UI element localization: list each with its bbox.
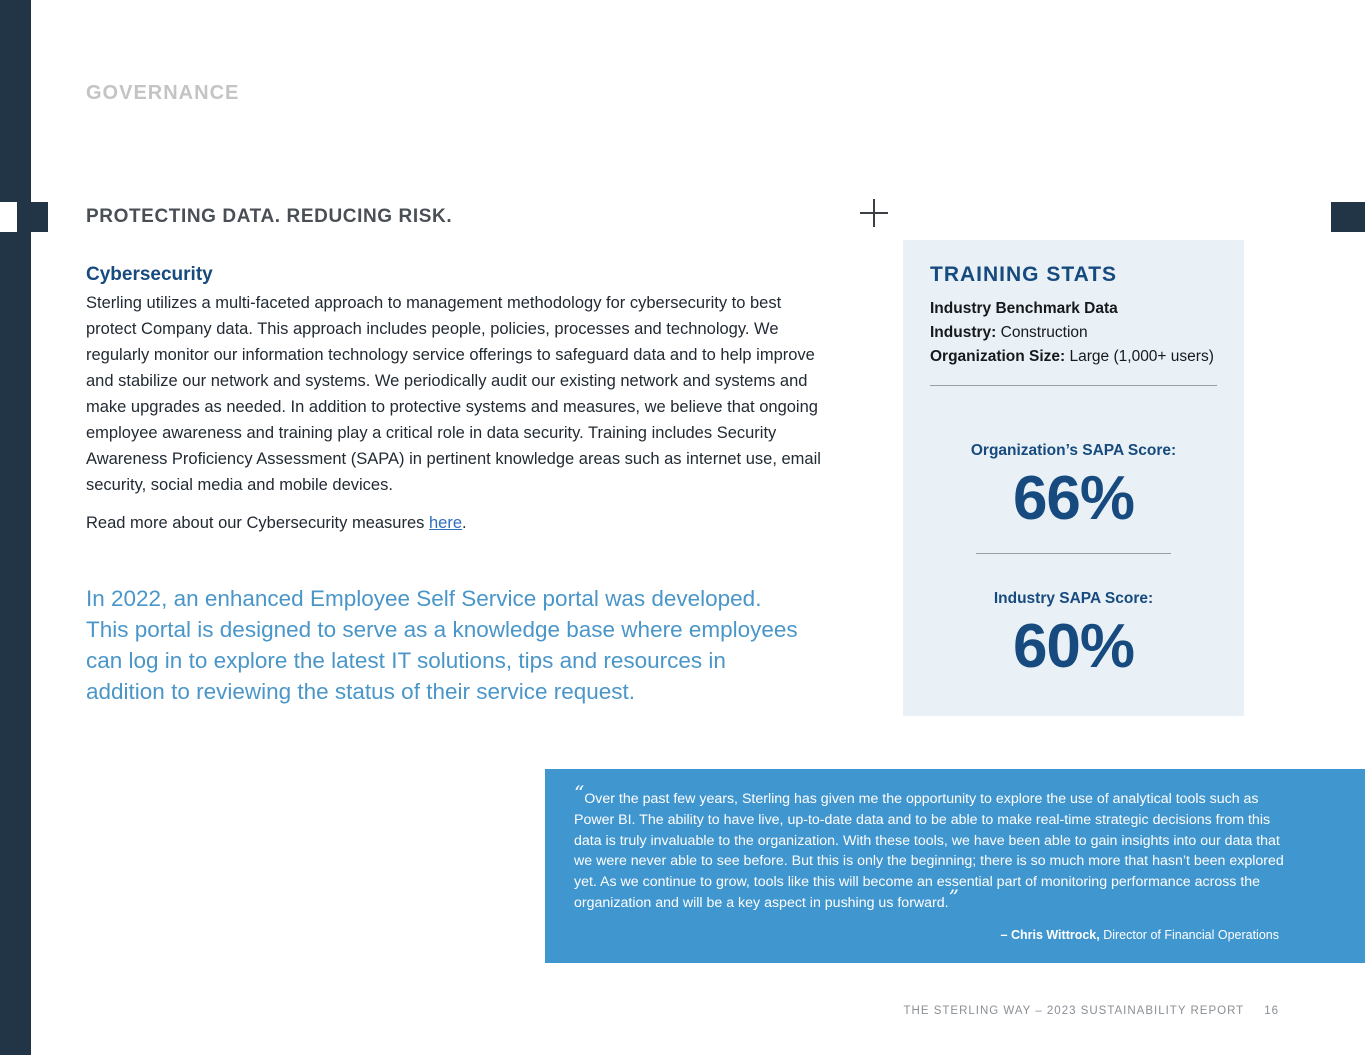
- benchmark-label: Industry Benchmark Data: [930, 300, 1118, 317]
- page-number: 16: [1264, 1005, 1279, 1017]
- org-score-value: 66%: [1012, 464, 1135, 533]
- read-more-prefix: Read more about our Cybersecurity measures: [86, 514, 429, 532]
- left-edge-tab: [31, 202, 48, 232]
- left-edge-notch: [0, 202, 17, 232]
- score-divider: [976, 553, 1171, 554]
- quote-author-title: Director of Financial Operations: [1103, 928, 1279, 942]
- stats-divider: [930, 385, 1217, 386]
- industry-label: Industry:: [930, 324, 997, 341]
- org-size-line: [930, 348, 1214, 366]
- cybersecurity-title: Cybersecurity: [86, 264, 213, 285]
- quote-author: – Chris Wittrock,: [1000, 928, 1100, 942]
- benchmark-line: [930, 300, 1118, 318]
- org-score-label: Organization’s SAPA Score:: [970, 442, 1177, 459]
- read-more-line: [86, 510, 467, 536]
- read-more-suffix: .: [462, 514, 467, 532]
- org-size-label: Organization Size:: [930, 348, 1066, 365]
- footer-report-title: THE STERLING WAY – 2023 SUSTAINABILITY REPORT: [903, 1005, 1245, 1017]
- right-edge-tab: [1331, 202, 1365, 232]
- testimonial-quote: [545, 769, 1365, 963]
- quote-text-block: [574, 781, 1286, 914]
- close-quote-mark: ”: [948, 884, 959, 909]
- page-footer: [904, 1005, 1279, 1017]
- training-stats-panel: [903, 240, 1244, 716]
- page-heading: PROTECTING DATA. REDUCING RISK.: [86, 206, 453, 227]
- crosshair-icon: [860, 199, 888, 227]
- training-stats-title: TRAINING STATS: [930, 263, 1118, 286]
- portal-highlight: In 2022, an enhanced Employee Self Service portal was developed. This portal is designed to serve as a knowledge base where employees can log in to explore the latest IT solutions, tips and resources in addition to reviewing the status of their service request.: [86, 586, 798, 704]
- industry-score-value: 60%: [1012, 612, 1135, 681]
- industry-value: Construction: [1000, 324, 1088, 341]
- quote-body: Over the past few years, Sterling has given me the opportunity to explore the use of analytical tools such as Power BI. The ability to have live, up-to-date data and to be able to make real-time strategic decisions from this data is truly invaluable to the organization. With these tools, we have been able to gain insights into our data that we were never able to see before. But this is only the beginning; there is so much more that hasn’t been explored yet. As we continue to grow, tools like this will become an essential part of monitoring performance across the organization and will be a key aspect in pushing us forward.: [574, 791, 1284, 911]
- read-more-link[interactable]: here: [429, 514, 463, 532]
- org-size-value: Large (1,000+ users): [1069, 348, 1214, 365]
- left-edge-bar: [0, 0, 31, 1055]
- open-quote-mark: “: [574, 781, 585, 805]
- section-label: GOVERNANCE: [86, 82, 240, 104]
- industry-score-label: Industry SAPA Score:: [993, 590, 1154, 607]
- cybersecurity-body: Sterling utilizes a multi-faceted approach to management methodology for cybersecurity to best protect Company data. This approach includes people, policies, processes and technology. We regularly monitor our information technology service offerings to safeguard data and to help improve and stabilize our network and systems. We periodically audit our existing network and systems and make upgrades as needed. In addition to protective systems and measures, we believe that ongoing employee awareness and training play a critical role in data security. Training includes Security Awareness Proficiency Assessment (SAPA) in pertinent knowledge areas such as internet use, email security, social media and mobile devices.: [86, 294, 821, 494]
- industry-line: [930, 324, 1088, 342]
- quote-attribution: [1001, 928, 1279, 942]
